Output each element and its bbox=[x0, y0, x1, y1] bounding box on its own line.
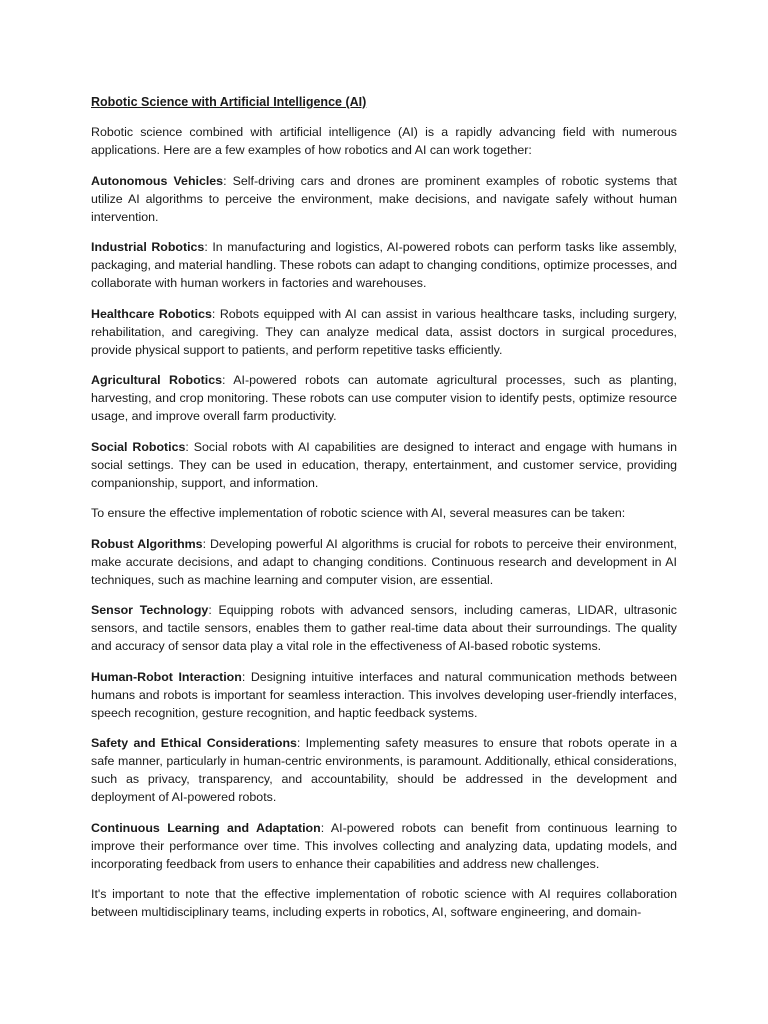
intro-paragraph: Robotic science combined with artificial intelligence (AI) is a rapidly advancing field with numerous applications. Here are a few examples of how robotics and AI can work together: bbox=[91, 125, 677, 157]
measure-paragraph bbox=[91, 734, 677, 806]
application-term: Agricultural Robotics bbox=[91, 373, 223, 387]
measure-term: Safety and Ethical Considerations bbox=[91, 736, 297, 750]
measure-term: Robust Algorithms bbox=[91, 536, 203, 551]
measure-text: : AI-powered robots can benefit from continuous learning to improve their performance over time. This involves collecting and analyzing data, updating models, and incorporating feedback from users to enhance their capabilities and address new challenges. bbox=[91, 820, 677, 871]
application-paragraph bbox=[91, 305, 677, 359]
measure-text: : Implementing safety measures to ensure that robots operate in a safe manner, particularly in human-centric environments, is paramount. Additionally, ethical considerations, such as privacy, transparency, and accountability, should be addressed in the development and deployment of AI-powered robots. bbox=[91, 736, 677, 804]
measure-text: : Equipping robots with advanced sensors, including cameras, LIDAR, ultrasonic sensors, and tactile sensors, enables them to gather real-time data about their surroundings. The quality and accuracy of sensor data play a vital role in the effectiveness of AI-based robotic systems. bbox=[91, 603, 677, 653]
measures-intro-paragraph: To ensure the effective implementation of robotic science with AI, several measures can be taken: bbox=[91, 506, 626, 520]
document-title: Robotic Science with Artificial Intelligence (AI) bbox=[91, 95, 367, 109]
application-term: Autonomous Vehicles bbox=[91, 173, 224, 188]
application-paragraph bbox=[91, 371, 677, 425]
measure-text: : Designing intuitive interfaces and natural communication methods between humans and robots is important for seamless interaction. This involves developing user-friendly interfaces, speech recognition, gesture recognition, and haptic feedback systems. bbox=[91, 669, 678, 720]
measure-paragraph bbox=[91, 819, 677, 873]
measure-paragraph bbox=[91, 601, 677, 655]
application-term: Industrial Robotics bbox=[91, 240, 205, 254]
closing-paragraph: It's important to note that the effective implementation of robotic science with AI requires collaboration between multidisciplinary teams, including experts in robotics, AI, software engineering, and domain- bbox=[91, 887, 677, 919]
measure-term: Sensor Technology bbox=[91, 603, 209, 617]
application-paragraph bbox=[91, 438, 677, 492]
measure-paragraph bbox=[91, 535, 677, 589]
application-text: : In manufacturing and logistics, AI-powered robots can perform tasks like assembly, packaging, and material handling. These robots can adapt to changing conditions, optimize processes, and collaborate with human workers in factories and warehouses. bbox=[91, 240, 677, 290]
measure-text: : Developing powerful AI algorithms is crucial for robots to perceive their environment, make accurate decisions, and adapt to changing conditions. Continuous research and development in AI techniques, such as machine learning and computer vision, are essential. bbox=[91, 536, 677, 587]
application-paragraph bbox=[91, 238, 677, 292]
measure-term: Human-Robot Interaction bbox=[91, 669, 242, 684]
application-text: : Self-driving cars and drones are prominent examples of robotic systems that utilize AI algorithms to perceive the environment, make decisions, and navigate safely without human intervention. bbox=[91, 173, 677, 224]
application-term: Social Robotics bbox=[91, 439, 186, 454]
measure-term: Continuous Learning and Adaptation bbox=[91, 820, 321, 835]
application-term: Healthcare Robotics bbox=[91, 306, 212, 321]
application-paragraph bbox=[91, 172, 677, 226]
measure-paragraph bbox=[91, 668, 677, 722]
application-text: : Robots equipped with AI can assist in various healthcare tasks, including surgery, rehabilitation, and caregiving. They can analyze medical data, assist doctors in surgical procedures, provide physical support to patients, and perform repetitive tasks efficiently. bbox=[91, 306, 677, 357]
application-text: : AI-powered robots can automate agricultural processes, such as planting, harvesting, and crop monitoring. These robots can use computer vision to identify pests, optimize resource usage, and improve overall farm productivity. bbox=[91, 373, 678, 423]
application-text: : Social robots with AI capabilities are designed to interact and engage with humans in social settings. They can be used in education, therapy, entertainment, and customer service, providing companionship, support, and information. bbox=[91, 439, 677, 490]
